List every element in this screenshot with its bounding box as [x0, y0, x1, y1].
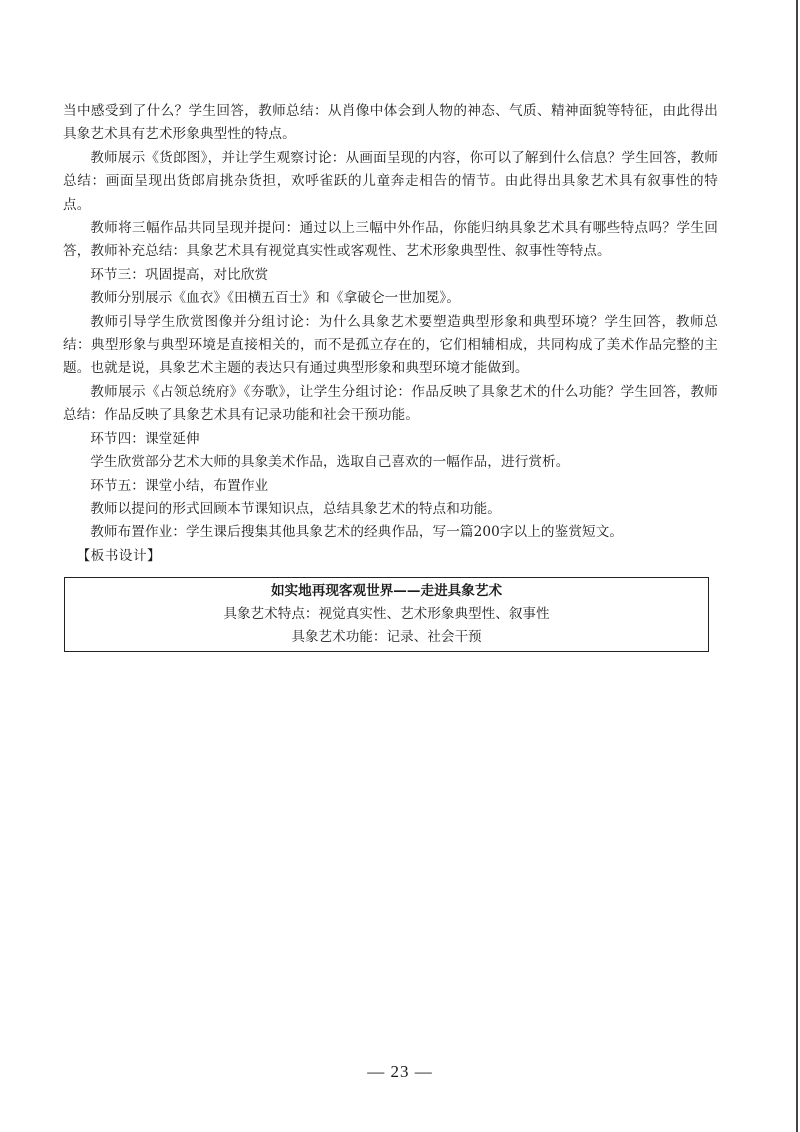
paragraph-3: 教师将三幅作品共同呈现并提问：通过以上三幅中外作品，你能归纳具象艺术具有哪些特点吗？学生回答，教师补充总结：具象艺术具有视觉真实性或客观性、艺术形象典型性、叙事性等特点。 — [63, 220, 718, 260]
board-design-label: 【板书设计】 — [76, 547, 162, 564]
paragraph-6: 教师展示《占领总统府》《夯歌》，让学生分组讨论：作品反映了具象艺术的什么功能？学生回答，教师总结：作品反映了具象艺术具有记录功能和社会干预功能。 — [63, 383, 718, 424]
paragraph-9: 教师布置作业：学生课后搜集其他具象艺术的经典作品，写一篇200字以上的鉴赏短文。 — [90, 524, 624, 541]
step-5-heading: 环节五：课堂小结，布置作业 — [90, 477, 269, 494]
paragraph-8: 教师以提问的形式回顾本节课知识点，总结具象艺术的特点和功能。 — [90, 500, 501, 517]
board-line-features: 具象艺术特点：视觉真实性、艺术形象典型性、叙事性 — [223, 606, 550, 622]
step-3-heading: 环节三：巩固提高，对比欣赏 — [90, 266, 269, 283]
board-design-box — [64, 577, 709, 652]
paragraph-2: 教师展示《货郎图》，并让学生观察讨论：从画面呈现的内容，你可以了解到什么信息？学生回答，教师总结：画面呈现出货郎肩挑杂货担，欢呼雀跃的儿童奔走相告的情节。由此得出具象艺术具有叙事性的特点。 — [63, 149, 718, 213]
paragraph-4: 教师分别展示《血衣》《田横五百士》和《拿破仑一世加冕》。 — [90, 290, 461, 307]
paragraph-5: 教师引导学生欣赏图像并分组讨论：为什么具象艺术要塑造典型形象和典型环境？学生回答，教师总结：典型形象与典型环境是直接相关的，而不是孤立存在的，它们相辅相成，共同构成了美术作品完整的主题。也就是说，具象艺术主题的表达只有通过典型形象和典型环境才能做到。 — [63, 313, 718, 377]
step-4-heading: 环节四：课堂延伸 — [90, 430, 200, 447]
paragraph-7: 学生欣赏部分艺术大师的具象美术作品，选取自己喜欢的一幅作品，进行赏析。 — [90, 454, 570, 471]
page-number: — 23 — — [367, 1062, 433, 1081]
board-title: 如实地再现客观世界——走进具象艺术 — [270, 583, 503, 599]
body-text — [63, 100, 718, 568]
page-edge-line — [796, 0, 798, 1132]
board-line-functions: 具象艺术功能：记录、社会干预 — [291, 629, 482, 645]
paragraph-1: 当中感受到了什么？学生回答，教师总结：从肖像中体会到人物的神态、气质、精神面貌等特征，由此得出具象艺术具有艺术形象典型性的特点。 — [63, 103, 718, 143]
